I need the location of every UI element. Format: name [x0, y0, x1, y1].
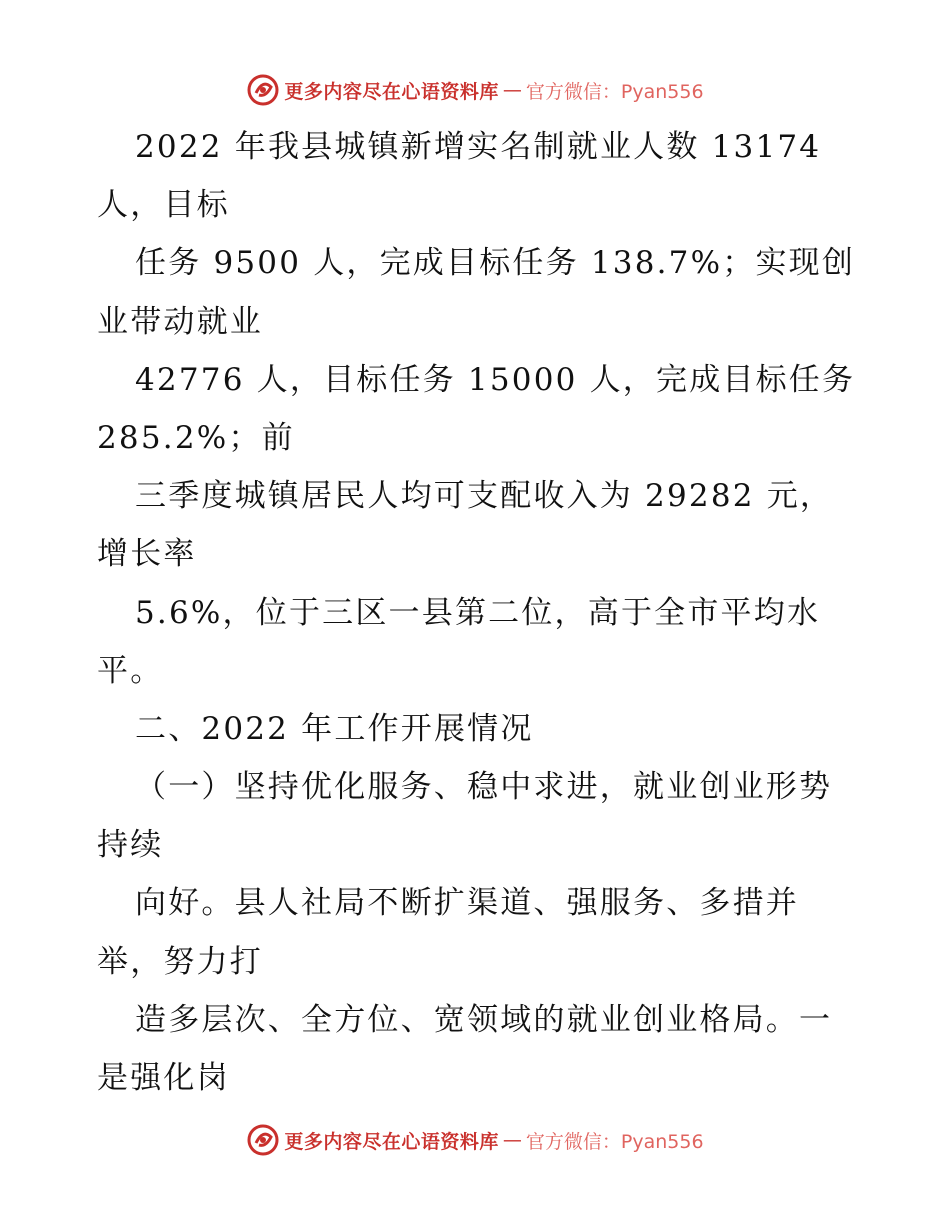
text-line: 42776 人，目标任务 15000 人，完成目标任务 [135, 361, 856, 398]
watermark-dash: — [502, 1129, 522, 1151]
text-line: 任务 9500 人，完成目标任务 138.7%；实现创 [135, 245, 856, 282]
text-line: 平。 [97, 652, 164, 689]
document-body [97, 118, 867, 1107]
text-line: 向好。县人社局不断扩渠道、强服务、多措并 [135, 885, 799, 922]
text-line: 2022 年我县城镇新增实名制就业人数 13174 [135, 129, 822, 165]
text-line: 业带动就业 [97, 303, 263, 340]
text-line: 举，努力打 [97, 943, 263, 980]
text-line: 285.2%；前 [97, 419, 295, 456]
watermark-dash: — [502, 79, 522, 101]
text-line: 人，目标 [97, 187, 230, 224]
text-line: 二、2022 年工作开展情况 [135, 710, 534, 747]
watermark-sub-text: 官方微信：Pyan556 [525, 1130, 704, 1153]
swirl-logo-icon [246, 73, 280, 107]
header-watermark [0, 70, 950, 110]
text-line: 三季度城镇居民人均可支配收入为 29282 元， [135, 478, 834, 515]
watermark-main-text: 更多内容尽在心语资料库 [284, 1130, 499, 1153]
text-line: 增长率 [97, 536, 197, 573]
watermark-main-text: 更多内容尽在心语资料库 [284, 80, 499, 103]
watermark-sub-text: 官方微信：Pyan556 [525, 80, 704, 103]
swirl-logo-icon [246, 1123, 280, 1157]
footer-watermark [0, 1120, 950, 1160]
text-line: 持续 [97, 827, 164, 864]
text-line: 5.6%，位于三区一县第二位，高于全市平均水 [135, 594, 821, 631]
text-line: 造多层次、全方位、宽领域的就业创业格局。一 [135, 1001, 833, 1038]
text-line: 是强化岗 [97, 1060, 230, 1096]
text-line: （一）坚持优化服务、稳中求进，就业创业形势 [135, 769, 833, 806]
